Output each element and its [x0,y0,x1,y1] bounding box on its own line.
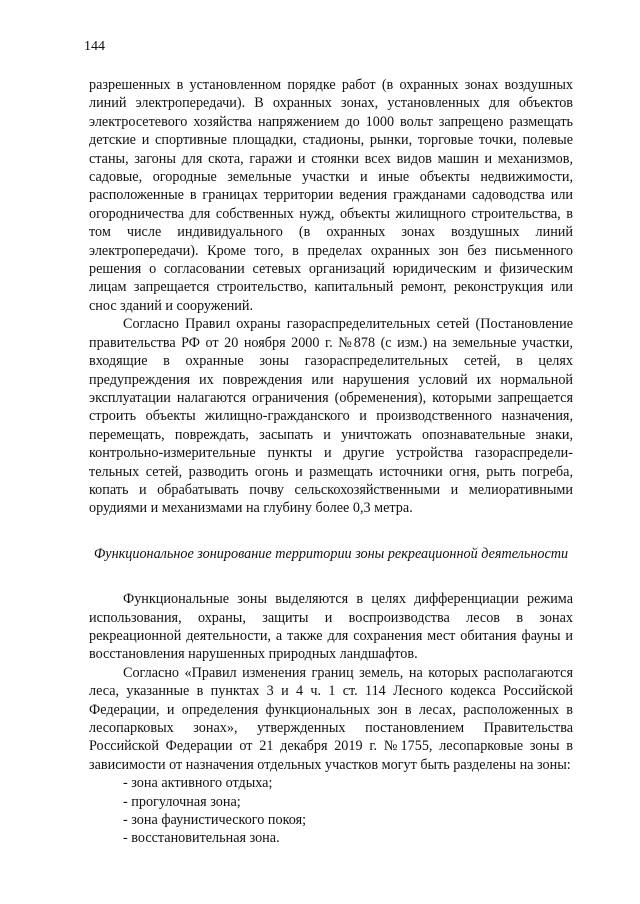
paragraph-power-line-restrictions: разрешенных в установленном порядке работ (в охранных зонах воздушных линий электропередачи). В охранных зонах, установленных для объектов электросетевого хозяйства напряжением до 1000 вольт запрещено размещать детские и спортивные площадки, стадионы, рынки, торговые точки, полевые станы, загоны для скота, гаражи и стоянки всех видов машин и механизмов, садовые, огородные земельные участки и иные объекты недвижимости, расположенные в границах территории ведения гражданами садоводства или огородничества для собственных нужд, объекты жилищного строительства, в том числе индивидуального (в охранных зонах воздушных линий электропередачи). Кроме того, в пределах охранных зон без письменного решения о согласовании сетевых организаций юридическим и физическим лицам запрещается строительство, капитальный ремонт, реконструкция или снос зданий и сооружений. [89,77,573,314]
list-item-restoration-zone: - восстановительная зона. [123,830,280,847]
page-number: 144 [84,39,105,54]
paragraph-functional-zones: Функциональные зоны выделяются в целях дифференциации режима использования, охраны, защиты и воспроизводства лесов в зонах рекреационной деятельности, а также для сохранения мест обитания фауны и восстановления нарушенных природных ландшафтов. [89,591,573,663]
list-item-active-recreation: - зона активного отдыха; [123,775,273,792]
zones-list [89,774,573,848]
paragraph-regulation-reference: Согласно «Правил изменения границ земель, на которых располагаются леса, указанные в пунктах 3 и 4 ч. 1 ст. 114 Лесного кодекса Российской Федерации, и определения функциональных зон в лесах, расположенных в лесопарковых зонах», утвержденных постановлением Правительства Российской Федерации от 21 декабря 2019 г. №1755, лесопарковые зоны в зависимости от назначения отдельных участков могут быть разделены на зоны: [89,664,573,773]
list-item-walking-zone: - прогулочная зона; [123,793,241,810]
paragraph-gas-network-restrictions: Согласно Правил охраны газораспределительных сетей (Постановление правительства РФ от 20 ноября 2000 г. №878 (с изм.) на земельные участки, входящие в охранные зоны газораспределительных сетей, в целях предупреждения их повреждения или нарушения условий их нормальной эксплуатации налагаются ограничения (обременения), которыми запрещается строить объекты жилищно-гражданского и производственного назначения, перемещать, повреждать, засыпать и уничтожать опознавательные знаки, контрольно-измерительные пункты и другие устройства газораспредели-тельных сетей, разводить огонь и размещать источники огня, рыть погреба, копать и обрабатывать почву сельскохозяйственными и мелиоративными орудиями и механизмами на глубину более 0,3 метра. [89,316,573,517]
page-content [89,76,573,848]
list-item-fauna-rest-zone: - зона фаунистического покоя; [123,812,307,829]
section-heading: Функциональное зонирование территории зоны рекреационной деятельности [93,545,569,562]
